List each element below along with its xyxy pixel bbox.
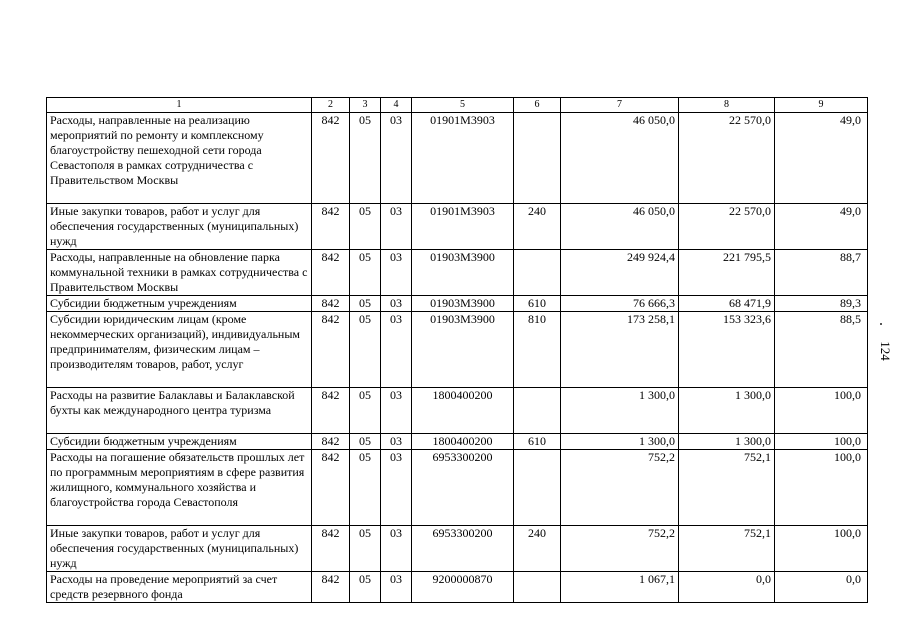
planned-amount: 76 666,3	[561, 296, 679, 312]
ministry-code: 842	[312, 250, 350, 296]
ministry-code: 842	[312, 388, 350, 434]
header-cell-1: 1	[47, 98, 312, 113]
subsection-code: 03	[381, 434, 412, 450]
target-article-code: 01901М3903	[412, 113, 514, 204]
table-row	[47, 296, 868, 312]
expense-name: Расходы на погашение обязательств прошлых лет по программным мероприятиям в сфере развития жилищного, коммунального хозяйства и благоустройства города Севастополя	[47, 450, 312, 526]
subsection-code: 03	[381, 113, 412, 204]
section-code: 05	[350, 526, 381, 572]
expense-type-code	[514, 388, 561, 434]
planned-amount: 173 258,1	[561, 312, 679, 388]
subsection-code: 03	[381, 204, 412, 250]
ministry-code: 842	[312, 526, 350, 572]
ministry-code: 842	[312, 296, 350, 312]
expense-name: Иные закупки товаров, работ и услуг для обеспечения государственных (муниципальных) нужд	[47, 526, 312, 572]
ministry-code: 842	[312, 204, 350, 250]
ministry-code: 842	[312, 312, 350, 388]
executed-amount: 68 471,9	[679, 296, 775, 312]
executed-amount: 1 300,0	[679, 434, 775, 450]
planned-amount: 46 050,0	[561, 204, 679, 250]
target-article-code: 01903М3900	[412, 250, 514, 296]
header-row	[47, 98, 868, 113]
ministry-code: 842	[312, 572, 350, 603]
expense-type-code	[514, 250, 561, 296]
budget-table	[46, 97, 868, 603]
planned-amount: 752,2	[561, 526, 679, 572]
expense-name: Расходы, направленные на обновление парка коммунальной техники в рамках сотрудничества с Правительством Москвы	[47, 250, 312, 296]
header-cell-7: 7	[561, 98, 679, 113]
execution-percent: 49,0	[775, 204, 868, 250]
expense-name: Субсидии юридическим лицам (кроме некоммерческих организаций), индивидуальным предпринимателям, физическим лицам – производителям товаров, работ, услуг	[47, 312, 312, 388]
section-code: 05	[350, 204, 381, 250]
target-article-code: 1800400200	[412, 434, 514, 450]
expense-name: Расходы на развитие Балаклавы и Балаклавской бухты как международного центра туризма	[47, 388, 312, 434]
expense-name: Субсидии бюджетным учреждениям	[47, 296, 312, 312]
execution-percent: 88,7	[775, 250, 868, 296]
execution-percent: 0,0	[775, 572, 868, 603]
executed-amount: 0,0	[679, 572, 775, 603]
subsection-code: 03	[381, 312, 412, 388]
planned-amount: 1 067,1	[561, 572, 679, 603]
executed-amount: 1 300,0	[679, 388, 775, 434]
planned-amount: 752,2	[561, 450, 679, 526]
expense-type-code: 240	[514, 204, 561, 250]
execution-percent: 89,3	[775, 296, 868, 312]
subsection-code: 03	[381, 572, 412, 603]
section-code: 05	[350, 250, 381, 296]
planned-amount: 1 300,0	[561, 388, 679, 434]
subsection-code: 03	[381, 296, 412, 312]
header-cell-9: 9	[775, 98, 868, 113]
target-article-code: 01903М3900	[412, 296, 514, 312]
subsection-code: 03	[381, 450, 412, 526]
expense-type-code: 610	[514, 296, 561, 312]
expense-type-code	[514, 450, 561, 526]
target-article-code: 1800400200	[412, 388, 514, 434]
scan-dot	[880, 323, 882, 325]
table-row	[47, 434, 868, 450]
planned-amount: 1 300,0	[561, 434, 679, 450]
execution-percent: 100,0	[775, 388, 868, 434]
execution-percent: 100,0	[775, 450, 868, 526]
subsection-code: 03	[381, 388, 412, 434]
section-code: 05	[350, 296, 381, 312]
ministry-code: 842	[312, 450, 350, 526]
section-code: 05	[350, 388, 381, 434]
table-body	[47, 113, 868, 603]
header-cell-2: 2	[312, 98, 350, 113]
executed-amount: 752,1	[679, 450, 775, 526]
ministry-code: 842	[312, 434, 350, 450]
section-code: 05	[350, 450, 381, 526]
header-cell-5: 5	[412, 98, 514, 113]
subsection-code: 03	[381, 250, 412, 296]
header-cell-4: 4	[381, 98, 412, 113]
table-row	[47, 204, 868, 250]
page-number: 124	[877, 341, 893, 361]
section-code: 05	[350, 312, 381, 388]
header-cell-3: 3	[350, 98, 381, 113]
header-cell-8: 8	[679, 98, 775, 113]
target-article-code: 6953300200	[412, 526, 514, 572]
expense-type-code: 810	[514, 312, 561, 388]
table-row	[47, 388, 868, 434]
executed-amount: 22 570,0	[679, 113, 775, 204]
section-code: 05	[350, 434, 381, 450]
executed-amount: 752,1	[679, 526, 775, 572]
target-article-code: 6953300200	[412, 450, 514, 526]
target-article-code: 9200000870	[412, 572, 514, 603]
target-article-code: 01901М3903	[412, 204, 514, 250]
execution-percent: 49,0	[775, 113, 868, 204]
table-row	[47, 312, 868, 388]
planned-amount: 46 050,0	[561, 113, 679, 204]
ministry-code: 842	[312, 113, 350, 204]
expense-name: Субсидии бюджетным учреждениям	[47, 434, 312, 450]
executed-amount: 221 795,5	[679, 250, 775, 296]
expense-name: Расходы, направленные на реализацию мероприятий по ремонту и комплексному благоустройству пешеходной сети города Севастополя в рамках сотрудничества с Правительством Москвы	[47, 113, 312, 204]
expense-type-code: 240	[514, 526, 561, 572]
execution-percent: 100,0	[775, 526, 868, 572]
subsection-code: 03	[381, 526, 412, 572]
table-row	[47, 572, 868, 603]
execution-percent: 100,0	[775, 434, 868, 450]
expense-type-code	[514, 113, 561, 204]
section-code: 05	[350, 572, 381, 603]
executed-amount: 153 323,6	[679, 312, 775, 388]
expense-name: Иные закупки товаров, работ и услуг для обеспечения государственных (муниципальных) нужд	[47, 204, 312, 250]
executed-amount: 22 570,0	[679, 204, 775, 250]
expense-type-code: 610	[514, 434, 561, 450]
section-code: 05	[350, 113, 381, 204]
planned-amount: 249 924,4	[561, 250, 679, 296]
expense-type-code	[514, 572, 561, 603]
table-row	[47, 526, 868, 572]
header-cell-6: 6	[514, 98, 561, 113]
execution-percent: 88,5	[775, 312, 868, 388]
table-row	[47, 250, 868, 296]
table-row	[47, 450, 868, 526]
expense-name: Расходы на проведение мероприятий за счет средств резервного фонда	[47, 572, 312, 603]
target-article-code: 01903М3900	[412, 312, 514, 388]
table-row	[47, 113, 868, 204]
